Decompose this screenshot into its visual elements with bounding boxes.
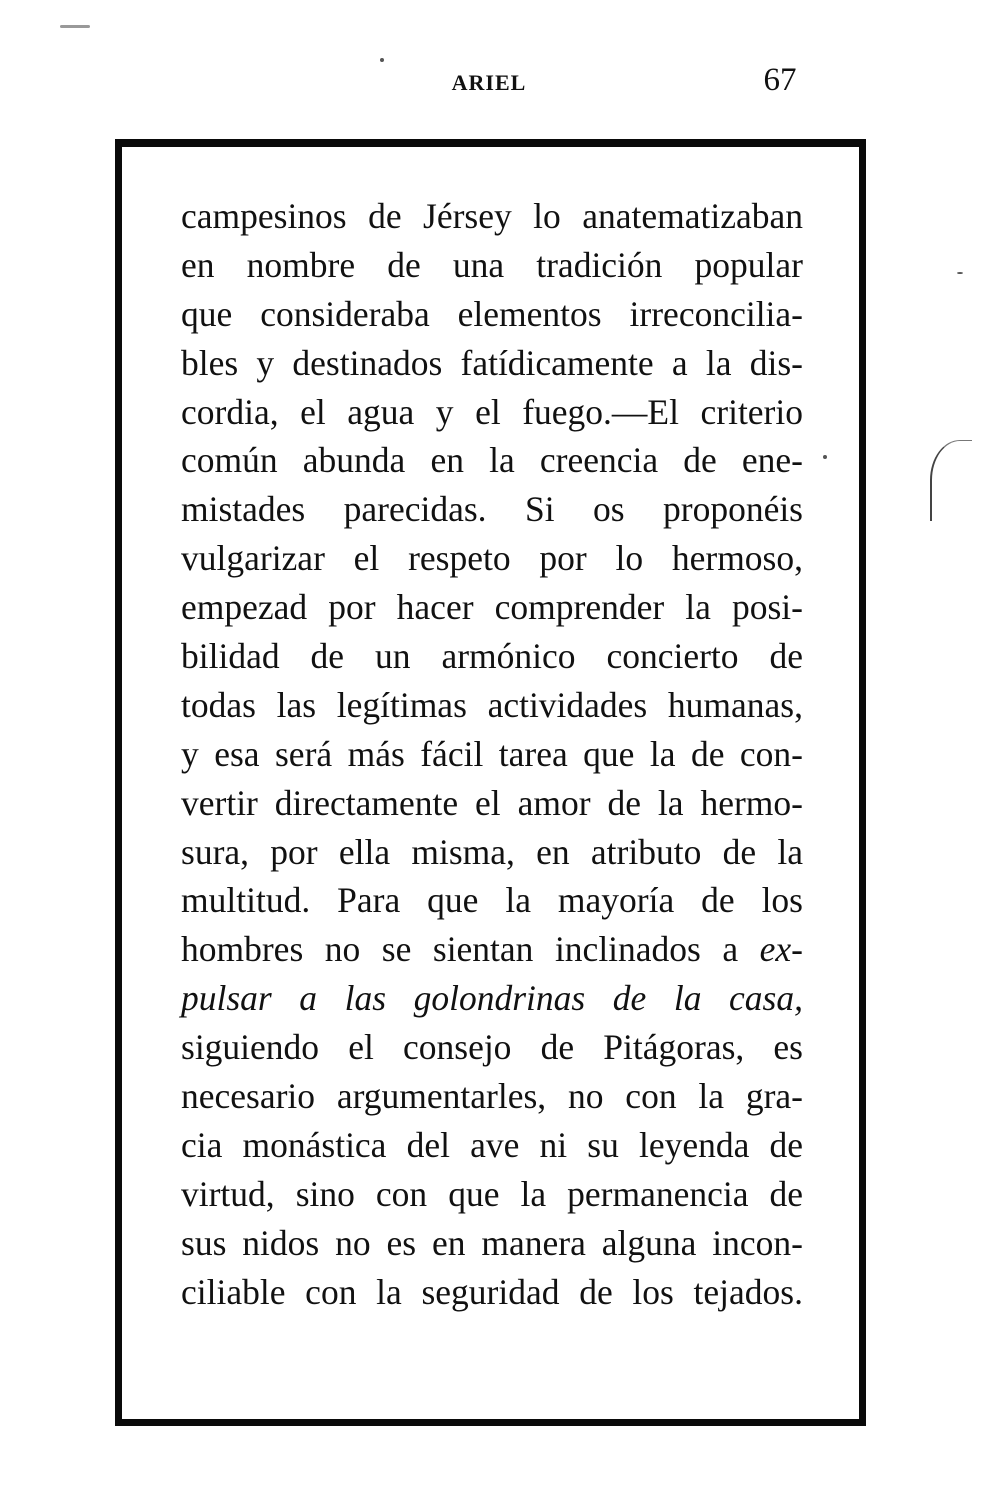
text-line-last: ciliable con la seguridad de los tejados.: [181, 1271, 803, 1312]
text-line: cia monástica del ave ni su leyenda de: [181, 1124, 803, 1165]
italic-segment: ex-: [759, 929, 803, 970]
text-line: empezad por hacer comprender la posi-: [181, 587, 803, 628]
text-line: en nombre de una tradición popular: [181, 244, 803, 285]
text-line: virtud, sino con que la permanencia de: [181, 1173, 803, 1214]
text-line: todas las legítimas actividades humanas,: [181, 684, 803, 725]
text-line: mistades parecidas. Si os proponéis: [181, 489, 803, 530]
text-segment: hombres no se sientan inclinados a: [181, 929, 739, 970]
margin-scan-mark: [930, 440, 972, 521]
text-line: siguiendo el consejo de Pitágoras, es: [181, 1027, 803, 1068]
text-line: bles y destinados fatídicamente a la dis-: [181, 342, 803, 383]
running-title: ARIEL: [451, 70, 527, 95]
text-line: vulgarizar el respeto por lo hermoso,: [181, 538, 803, 579]
text-line: necesario argumentarles, no con la gra-: [181, 1076, 803, 1117]
body-text: [181, 192, 803, 1316]
scan-speck: [957, 272, 963, 274]
scan-speck: [60, 25, 90, 28]
text-line: y esa será más fácil tarea que la de con-: [181, 733, 803, 774]
running-header: [0, 62, 1000, 102]
text-line: sura, por ella misma, en atributo de la: [181, 831, 803, 872]
text-line: sus nidos no es en manera alguna incon-: [181, 1222, 803, 1263]
text-line: campesinos de Jérsey lo anatematizaban: [181, 196, 803, 236]
scan-speck: [380, 58, 384, 62]
text-line: común abunda en la creencia de ene-: [181, 440, 803, 481]
scan-speck: [823, 455, 827, 459]
page-number: 67: [763, 62, 797, 98]
text-line-with-italic: [181, 925, 803, 974]
text-line: vertir directamente el amor de la hermo-: [181, 782, 803, 823]
text-line: bilidad de un armónico concierto de: [181, 636, 803, 677]
text-line: cordia, el agua y el fuego.—El criterio: [181, 391, 803, 432]
italic-text-line: pulsar a las golondrinas de la casa,: [181, 978, 803, 1019]
text-line: multitud. Para que la mayoría de los: [181, 880, 803, 921]
text-line: que consideraba elementos irreconcilia-: [181, 293, 803, 334]
